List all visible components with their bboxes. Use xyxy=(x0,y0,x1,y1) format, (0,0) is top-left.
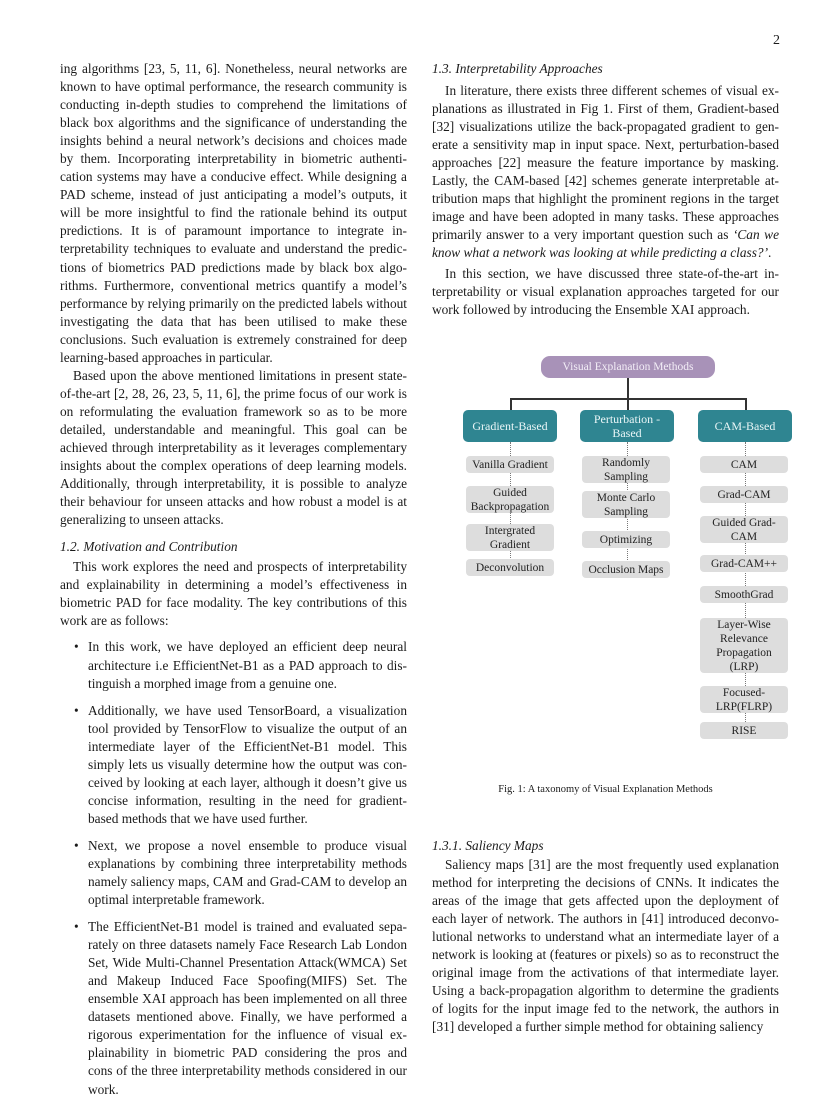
intro-paragraph-continued: ing algorithms [23, 5, 11, 6]. Nonetheless, neural networks are known to have optimal performance, the research community is conducting in-depth studies to comprehend the limitations of black box algorithms and the significance of understanding the insights behind a neural network’s decisions and choices made by them. Incorporating interpretability in biometric authentication systems may have a conducive effect. While designing a PAD scheme, instead of just anticipating a model’s outputs, it will be more insightful to find the rationale behind its output predictions. It is of paramount importance to integrate interpretability techniques to evaluate and understand the predictions of biometrics PAD predictions made by black box algorithms. Furthermore, conventional metrics quantify a model’s performance by relying primarily on the predicted labels without investigating the data that has been utilised to make these conclusions. Such evaluation is extremely constrained for deep learning-based approaches in particular. xyxy=(60,61,407,365)
method-node: Monte Carlo Sampling xyxy=(582,491,670,518)
saliency-paragraph: Saliency maps [31] are the most frequently used explanation method for interpreting the decisions of CNNs. It indicates the areas of the image that gets affected upon the deployment of each layer of network. The authors in [41] introduced deconvolutional networks to understand what an intermediate layer of a network is looking at (features or pixels) so as to reconstruct the original image from the activations of that intermediate layer. Using a back-propagation algorithm to determine the gradients of logits for the input image fed to the network, the authors in [31] developed a further simple method for obtaining saliency xyxy=(432,857,779,1035)
bullet-icon: • xyxy=(74,639,79,655)
approaches-text: In literature, there exists three different schemes of visual explanations as illustrated in Fig 1. First of them, Gradient-based [32] visualizations utilize the back-propagated gradient to generate a sensitivity map in input space. Next, perturbation-based approaches [22] measure the feature importance by masking. Lastly, the CAM-based [42] schemes generate interpretable attribution maps that highlight the prominent regions in the target image and have been adopted in many tasks. These approaches primarily answer to a very important question such as xyxy=(432,83,779,243)
method-node: RISE xyxy=(700,722,788,739)
root-node: Visual Explanation Methods xyxy=(541,356,715,378)
contribution-text: Additionally, we have used TensorBoard, a visualization tool provided by TensorFlow to visualize the output of an intermediate layer of the EfficientNet-B1 model. This simply lets us visually determine how the output was conceived by looking at each layer, although it doesn’t give us concise information, resulting in the need for gradient-based methods that we have used further. xyxy=(88,702,407,826)
contributions-list xyxy=(60,638,407,1098)
section-heading-saliency-maps: 1.3.1. Saliency Maps xyxy=(432,838,544,853)
contribution-text: In this work, we have deployed an efficient deep neural architecture i.e EfficientNet-B1 as a PAD approach to distinguish a morphed image from a genuine one. xyxy=(88,639,407,691)
branch-drop-perturbation xyxy=(627,398,629,410)
root-connector xyxy=(627,378,629,398)
method-node: Randomly Sampling xyxy=(582,456,670,483)
method-node: Grad-CAM xyxy=(700,486,788,503)
right-column-top xyxy=(432,60,779,319)
section-overview-paragraph: In this section, we have discussed three state-of-the-art interpretability or visual explanation approaches targeted for our work followed by introducing the Ensemble XAI approach. xyxy=(432,265,779,317)
right-column-bottom xyxy=(432,837,779,1037)
method-node: Optimizing xyxy=(582,531,670,548)
bullet-icon: • xyxy=(74,837,79,853)
method-node: Guided Grad-CAM xyxy=(700,516,788,543)
method-node: Vanilla Gradient xyxy=(466,456,554,473)
method-node: Focused-LRP(FLRP) xyxy=(700,686,788,713)
contribution-text: The EfficientNet-B1 model is trained and evaluated separately on three datasets namely Face Research Lab London Set, Wide Multi-Channel Presentation Attack(WMCA) Set and Makeup Induced Face Spoofing(MIFS) Set. The ensemble XAI approach has been implemented on all three datasets mentioned above. Finally, we have performed a rigorous experimentation for the influence of visual explainability in biometric PAD considering the pros and cons of the three interpretability methods considered in our work. xyxy=(88,919,407,1097)
method-node: Layer-Wise Relevance Propagation (LRP) xyxy=(700,618,788,673)
bullet-icon: • xyxy=(74,702,79,718)
method-node: Grad-CAM++ xyxy=(700,555,788,572)
bullet-icon: • xyxy=(74,919,79,935)
limitations-paragraph: Based upon the above mentioned limitations in present state-of-the-art [2, 28, 26, 23, 5, 11, 6], the prime focus of our work is on reformulating the evaluation framework so as to be more detailed, understandable and meaningful. This goal can be achieved through interpretability as it leverages complementary insights about the complex operations of deep learning models. Additionally, through interpretability, it is possible to analyze their behaviour for unseen attacks and how robust a model is at generalizing to unseen attacks. xyxy=(60,367,407,528)
section-heading-motivation: 1.2. Motivation and Contribution xyxy=(60,539,238,555)
page-number: 2 xyxy=(773,33,780,48)
category-perturbation-based: Perturbation - Based xyxy=(580,410,674,442)
section-heading-interpretability: 1.3. Interpretability Approaches xyxy=(432,61,603,76)
taxonomy-diagram xyxy=(455,350,800,750)
research-question: ‘Can we know what a network was looking at while predicting a class?’ xyxy=(432,227,779,261)
method-node: Occlusion Maps xyxy=(582,561,670,578)
contribution-item xyxy=(60,918,407,1098)
branch-drop-cam xyxy=(745,398,747,410)
method-node: SmoothGrad xyxy=(700,586,788,603)
category-cam-based: CAM-Based xyxy=(698,410,792,442)
figure-caption: Fig. 1: A taxonomy of Visual Explanation Methods xyxy=(498,784,713,795)
motivation-paragraph: This work explores the need and prospects of interpretability and explainability in determining a model’s effectiveness in biometric PAD for face modality. The key contributions of this work are as follows: xyxy=(60,559,407,629)
category-gradient-based: Gradient-Based xyxy=(463,410,557,442)
branch-drop-gradient xyxy=(510,398,512,410)
approaches-paragraph xyxy=(432,82,779,262)
method-node: Guided Backpropagation xyxy=(466,486,554,513)
sentence-end: . xyxy=(768,245,772,261)
contribution-text: Next, we propose a novel ensemble to produce visual explanations by combining three interpretability methods namely saliency maps, CAM and Grad-CAM to develop an optimal interpretable framework. xyxy=(88,837,407,908)
contribution-item xyxy=(60,837,407,909)
method-node: Intergrated Gradient xyxy=(466,524,554,551)
method-node: CAM xyxy=(700,456,788,473)
contribution-item xyxy=(60,638,407,692)
left-column xyxy=(60,60,407,1108)
contribution-item xyxy=(60,702,407,828)
method-node: Deconvolution xyxy=(466,559,554,576)
